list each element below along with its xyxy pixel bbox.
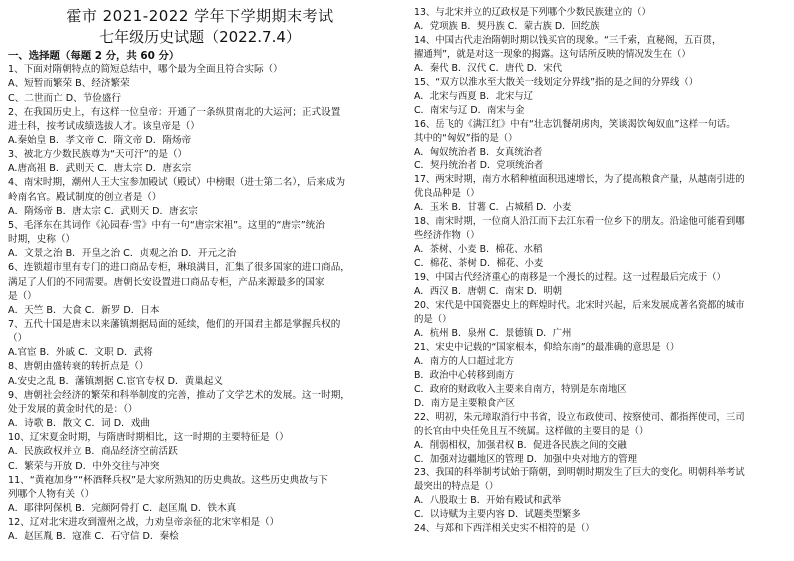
text-line: A．南方的人口超过北方: [414, 355, 515, 367]
text-line: 15、“双方以淮水至大散关一线划定分界线”指的是之间的分界线（）: [414, 76, 699, 88]
text-line: 23、我国的科举制考试始于隋朝，到明朝时期发生了巨大的变化。明朝科举考试: [414, 467, 745, 479]
right-column: [414, 6, 786, 536]
text-line: A．秦代 B．汉代 C．唐代 D．宋代: [414, 62, 563, 74]
text-line: 11、“黄袍加身”“杯酒释兵权”是大家所熟知的历史典故。这些历史典故与下: [8, 474, 328, 486]
text-line: 19、中国古代经济重心的南移是一个漫长的过程。这一过程最后完成于（）: [414, 272, 726, 284]
text-line: 24、与郑和下西洋相关史实不相符的是（）: [414, 523, 595, 535]
text-line: A．文景之治 B．开皇之治 C．贞观之治 D．开元之治: [8, 248, 237, 260]
text-line: A．西汉 B．唐朝 C．南宋 D．明朝: [414, 286, 563, 298]
text-line: A.秦始皇 B．孝文帝 C．隋文帝 D．隋炀帝: [8, 134, 192, 146]
text-line: 6、连锁超市里有专门的进口商品专柜，琳琅满目，汇集了很多国家的进口商品，: [8, 262, 350, 274]
text-line: 满足了人们的不同需要。唐朝长安设置进口商品专柜，产品来源最多的国家: [8, 276, 325, 288]
text-line: 处于发展的黄金时代的是：（）: [8, 403, 138, 415]
text-line: C．契丹统治者 D．党项统治者: [414, 160, 544, 172]
text-line: 14、中国古代走治隋朝时期以钱买官的现象。“三千索，直秘阁，五百贯，: [414, 34, 722, 46]
left-column: [8, 6, 392, 545]
text-line: A．党项族 B．契丹族 C．蒙古族 D．回纥族: [414, 20, 600, 32]
text-line: B．政治中心转移到南方: [414, 369, 515, 381]
text-line: A.唐高祖 B．武则天 C．唐太宗 D．唐玄宗: [8, 163, 192, 175]
text-line: （）: [8, 333, 28, 345]
text-line: A．耶律阿保机 B．完颜阿骨打 C．赵匡胤 D．铁木真: [8, 503, 237, 515]
text-line: 时期，史称（）: [8, 234, 76, 246]
section-heading: 一、选择题（每题 2 分，共 60 分）: [8, 50, 180, 62]
right-question-list: [414, 6, 786, 536]
text-line: 18、南宋时期，一位商人沿江而下去江东看一位乡下的朋友。沿途他可能看到哪: [414, 216, 745, 228]
text-line: 12、辽对北宋进攻到澶州之战，力劝皇帝亲征的北宋宰相是（）: [8, 517, 280, 529]
text-line: 5、毛泽东在其词作《沁园春·雪》中有一句“唐宗宋祖”。这里的“唐宗”统治: [8, 219, 325, 231]
exam-title: 霍市 2021-2022 学年下学期期末考试: [66, 7, 334, 25]
text-line: 是（）: [8, 290, 37, 302]
text-line: A．匈奴统治者 B．女真统治者: [414, 146, 543, 158]
text-line: A.官宦 B．外戚 C．文职 D．武将: [8, 347, 153, 359]
text-line: A．茶树、小麦 B．棉花、水稻: [414, 244, 543, 256]
text-line: 10、辽宋夏金时期，与隋唐时期相比，这一时期的主要特征是（）: [8, 432, 289, 444]
text-line: C．以诗赋为主要内容 D．试题类型繁多: [414, 509, 581, 521]
text-line: 些经济作物（）: [414, 230, 480, 242]
text-line: 优良品种是（）: [414, 188, 480, 200]
text-line: 16、岳飞的《满江红》中有“壮志饥餐胡虏肉，笑谈渴饮匈奴血”这样一句话。: [414, 118, 736, 130]
text-line: C．繁荣与开放 D．中外交往与冲突: [8, 460, 160, 472]
exam-subtitle: 七年级历史试题（2022.7.4）: [99, 28, 301, 46]
text-line: 擢通判”，就是对这一现象的揭露。这句话所反映的情况发生在（）: [414, 48, 691, 60]
text-line: A．隋炀帝 B．唐太宗 C．武则天 D．唐玄宗: [8, 205, 198, 217]
text-line: 3、被北方少数民族尊为“天可汗”的是（）: [8, 149, 188, 161]
text-line: 8、唐朝由盛转衰的转折点是（）: [8, 361, 149, 373]
text-line: 7、五代十国是唐末以来藩镇割据局面的延续，他们的开国君主都是掌握兵权的: [8, 319, 341, 331]
text-line: A．八股取士 B．开始有殿试和武举: [414, 495, 562, 507]
text-line: 的是（）: [414, 313, 452, 325]
text-line: A．北宋与西夏 B．北宋与辽: [414, 90, 533, 102]
text-line: 22、明初，朱元璋取消行中书省，设立布政使司、按察使司、都指挥使司，三司: [414, 411, 745, 423]
left-question-list: [8, 63, 392, 544]
text-line: D．南方是主要粮食产区: [414, 397, 515, 409]
text-line: A．杭州 B．泉州 C．景德镇 D．广州: [414, 327, 572, 339]
text-line: A．诗歌 B．散文 C．词 D．戏曲: [8, 418, 150, 430]
text-line: C．政府的财政收入主要来自南方，特别是东南地区: [414, 383, 627, 395]
text-line: A、短暂而繁荣 B、经济繁荣: [8, 78, 130, 90]
text-line: 岭南名官。殿试制度的创立者是（）: [8, 191, 162, 203]
text-line: 4、南宋时期，潮州人王大宝参加殿试（殿试）中榜眼（进士第二名），后来成为: [8, 177, 346, 189]
text-line: C．南宋与辽 D．南宋与金: [414, 104, 525, 116]
text-line: A．赵匡胤 B．寇准 C．石守信 D．秦桧: [8, 531, 179, 543]
text-line: A．玉米 B．甘薯 C．占城稻 D．小麦: [414, 202, 572, 214]
text-line: C．加强对边疆地区的管理 D．加强中央对地方的管理: [414, 453, 637, 465]
text-line: 9、唐朝社会经济的繁荣和科举制度的完善，推动了文学艺术的发展。这一时期，: [8, 389, 350, 401]
text-line: A．天竺 B．大食 C．新罗 D．日本: [8, 304, 160, 316]
text-line: 进士科，按考试成绩选拔人才。该皇帝是（）: [8, 120, 200, 132]
text-line: 21、宋史中记载的“国家根本，仰给东南”的最准确的意思是（）: [414, 341, 680, 353]
text-line: 13、与北宋并立的辽政权是下列哪个少数民族建立的（）: [414, 7, 651, 18]
text-line: C．棉花、茶树 D．棉花、小麦: [414, 258, 544, 270]
text-line: 17、两宋时期，南方水稻种植面积迅速增长，为了提高粮食产量，从越南引进的: [414, 174, 745, 186]
text-line: 2、在我国历史上，有这样一位皇帝：开通了一条纵贯南北的大运河；正式设置: [8, 106, 341, 118]
text-line: 最突出的特点是（）: [414, 481, 499, 493]
text-line: 列哪个人物有关（）: [8, 488, 95, 500]
text-line: 20、宋代是中国瓷器史上的辉煌时代。北宋时兴起，后来发展成著名瓷都的城市: [414, 300, 745, 312]
text-line: 1、下面对隋朝特点的简短总结中，哪个最为全面且符合实际（）: [8, 64, 283, 76]
text-line: A．削弱相权，加强君权 B．促进各民族之间的交融: [414, 439, 627, 451]
text-line: 其中的“匈奴”指的是（）: [414, 132, 518, 144]
text-line: 的长官由中央任免且互不统属。这样做的主要目的是（）: [414, 425, 649, 437]
text-line: C、二世而亡 D、节俭盛行: [8, 92, 122, 104]
text-line: A．民族政权并立 B．商品经济空前活跃: [8, 446, 178, 458]
text-line: A.安史之乱 B．藩镇割据 C.宦官专权 D．黄巢起义: [8, 375, 223, 387]
